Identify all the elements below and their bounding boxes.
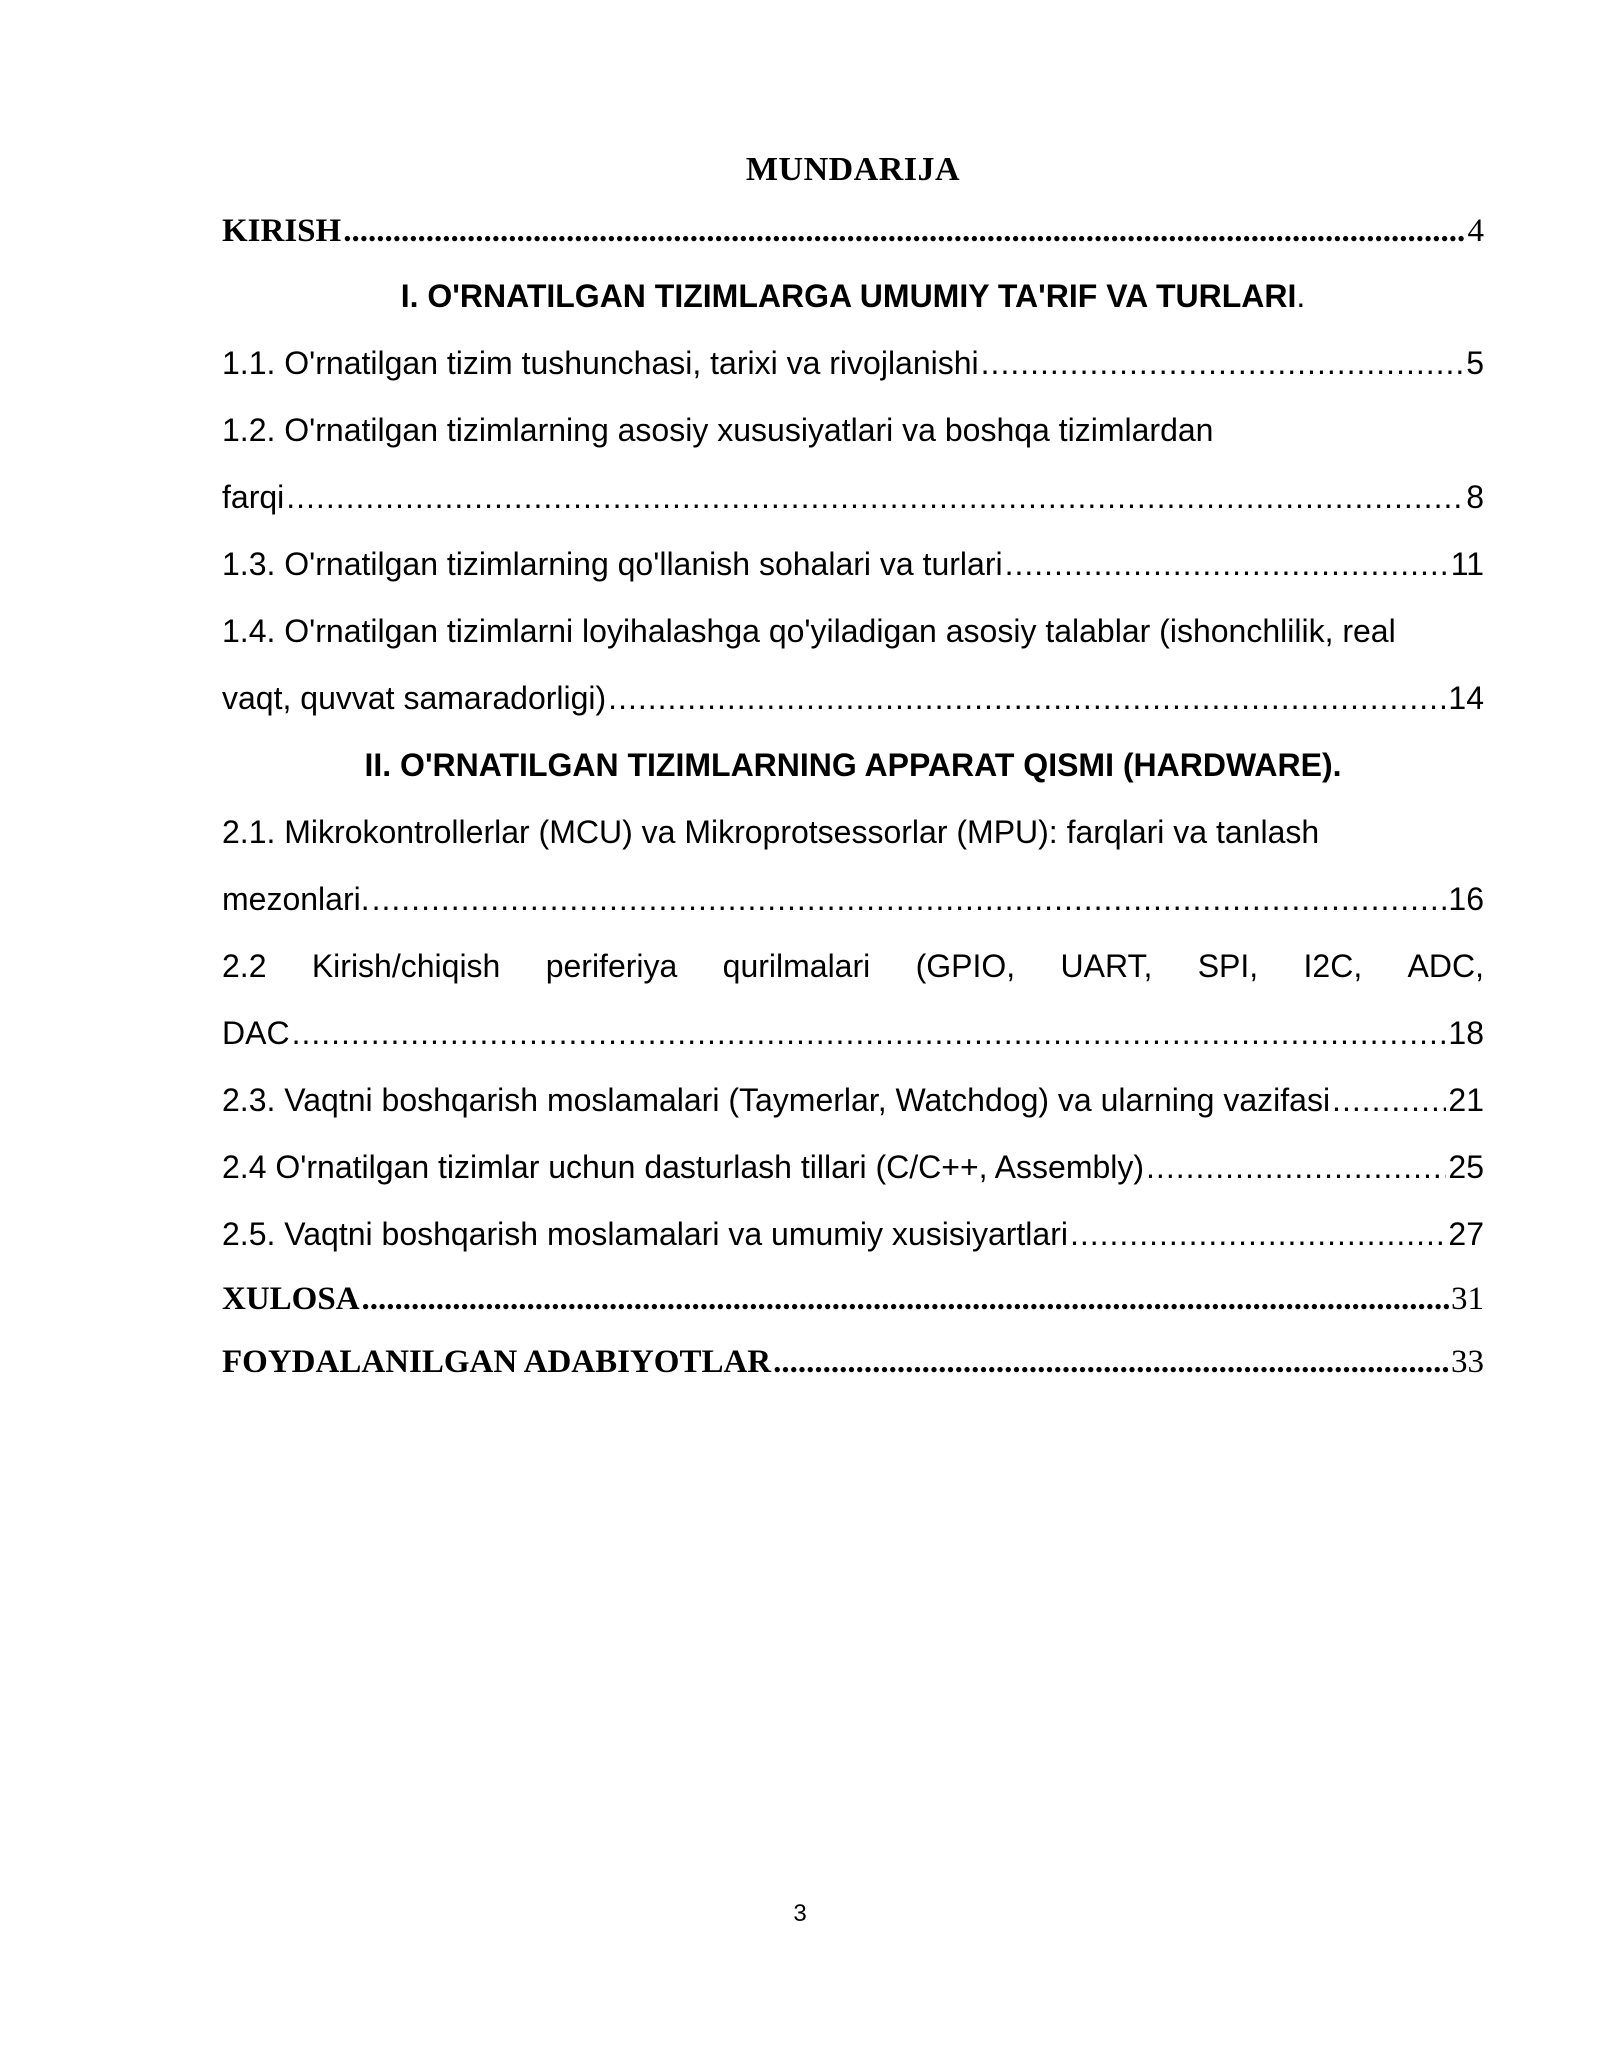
page-title: MUNDARIJA (745, 151, 961, 188)
dot-leader (1005, 531, 1449, 598)
toc-entry-label-line1: 1.4. O'rnatilgan tizimlarni loyihalashga qo'yiladigan asosiy talablar (ishonchlilik, real (222, 613, 1396, 649)
chapter-1-title: I. O'RNATILGAN TIZIMLARGA UMUMIY TA'RIF VA TURLARI (400, 278, 1297, 314)
toc-entry-line2 (222, 1000, 1484, 1067)
toc-word: (GPIO, (915, 948, 1016, 984)
dot-leader (362, 1268, 1449, 1331)
toc-page-number: 14 (1448, 680, 1484, 716)
toc-entry-line2 (222, 464, 1484, 531)
toc-entry-label: KIRISH (222, 213, 342, 249)
chapter-2-title: II. O'RNATILGAN TIZIMLARNING APPARAT QISMI (HARDWARE). (364, 747, 1342, 783)
dot-leader (1146, 1134, 1446, 1201)
toc-word: qurilmalari (722, 948, 871, 984)
toc-word: periferiya (545, 948, 678, 984)
toc-page-number: 4 (1467, 213, 1484, 249)
dot-leader (1070, 1201, 1446, 1268)
page-number: 3 (793, 1900, 807, 1927)
toc-entry-2-1[interactable] (222, 799, 1484, 933)
dot-leader (981, 330, 1465, 397)
toc-entry-1-1[interactable] (222, 330, 1484, 397)
toc-entry-1-2[interactable] (222, 397, 1484, 531)
toc-entry-label-line1 (222, 933, 1484, 1000)
toc-entry-label: 2.5. Vaqtni boshqarish moslamalari va umumiy xusisiyartlari (222, 1216, 1068, 1252)
toc-entry-1-4[interactable] (222, 598, 1484, 732)
toc-page-number: 11 (1450, 546, 1484, 582)
toc-page-number: 31 (1451, 1281, 1484, 1317)
toc-page-number: 8 (1466, 479, 1484, 515)
toc-page-number: 16 (1448, 881, 1484, 917)
toc-entry-label-line2: DAC (222, 1015, 290, 1051)
toc-entry-references[interactable] (222, 1331, 1484, 1394)
toc-entry-intro[interactable] (222, 200, 1484, 263)
toc-entry-label: XULOSA (222, 1281, 360, 1317)
toc-entry-2-3[interactable] (222, 1067, 1484, 1134)
dot-leader (292, 1000, 1447, 1067)
toc-entry-2-4[interactable] (222, 1134, 1484, 1201)
toc-entry-line2 (222, 665, 1484, 732)
toc-page-number: 18 (1448, 1015, 1484, 1051)
toc-page-number: 21 (1448, 1082, 1484, 1118)
toc-page-number: 25 (1448, 1149, 1484, 1185)
toc-entry-label: FOYDALANILGAN ADABIYOTLAR (222, 1344, 772, 1380)
dot-leader (608, 665, 1446, 732)
chapter-2-heading (222, 732, 1484, 799)
toc-word: Kirish/chiqish (311, 948, 501, 984)
chapter-1-heading (222, 263, 1484, 330)
toc-entry-label: 1.1. O'rnatilgan tizim tushunchasi, tarixi va rivojlanishi (222, 345, 979, 381)
dot-leader (343, 200, 1465, 263)
toc-entry-label-line2: mezonlari. (222, 881, 370, 917)
toc-word: UART, (1060, 948, 1153, 984)
toc-entry-label-line2: farqi (222, 479, 285, 515)
toc-entry-line2 (222, 866, 1484, 933)
toc-entry-1-3[interactable] (222, 531, 1484, 598)
toc-word: 2.2 (222, 948, 267, 984)
toc-entry-conclusion[interactable] (222, 1268, 1484, 1331)
toc-entry-2-2[interactable] (222, 933, 1484, 1067)
toc-entry-2-5[interactable] (222, 1201, 1484, 1268)
dot-leader (1332, 1067, 1446, 1134)
toc-page-number: 33 (1451, 1344, 1484, 1380)
toc-entry-label: 2.4 O'rnatilgan tizimlar uchun dasturlash tillari (C/C++, Assembly) (222, 1149, 1145, 1185)
toc-entry-label-line2: vaqt, quvvat samaradorligi) (222, 680, 607, 716)
dot-leader (372, 866, 1447, 933)
toc-page-number: 5 (1466, 345, 1484, 381)
toc-word: SPI, (1197, 948, 1259, 984)
toc-page-number: 27 (1448, 1216, 1484, 1252)
toc-entry-label: 2.3. Vaqtni boshqarish moslamalari (Taymerlar, Watchdog) va ularning vazifasi (222, 1082, 1331, 1118)
toc-entry-label-line1: 1.2. O'rnatilgan tizimlarning asosiy xususiyatlari va boshqa tizimlardan (222, 412, 1214, 448)
dot-leader (773, 1331, 1449, 1394)
dot-leader (286, 464, 1464, 531)
toc-word: ADC, (1407, 948, 1484, 984)
chapter-1-title-trail: . (1296, 278, 1306, 314)
toc-entry-label: 1.3. O'rnatilgan tizimlarning qo'llanish sohalari va turlari (222, 546, 1003, 582)
toc-word: I2C, (1303, 948, 1363, 984)
table-of-contents (222, 140, 1484, 1394)
toc-entry-label-line1: 2.1. Mikrokontrollerlar (MCU) va Mikroprotsessorlar (MPU): farqlari va tanlash (222, 814, 1320, 850)
